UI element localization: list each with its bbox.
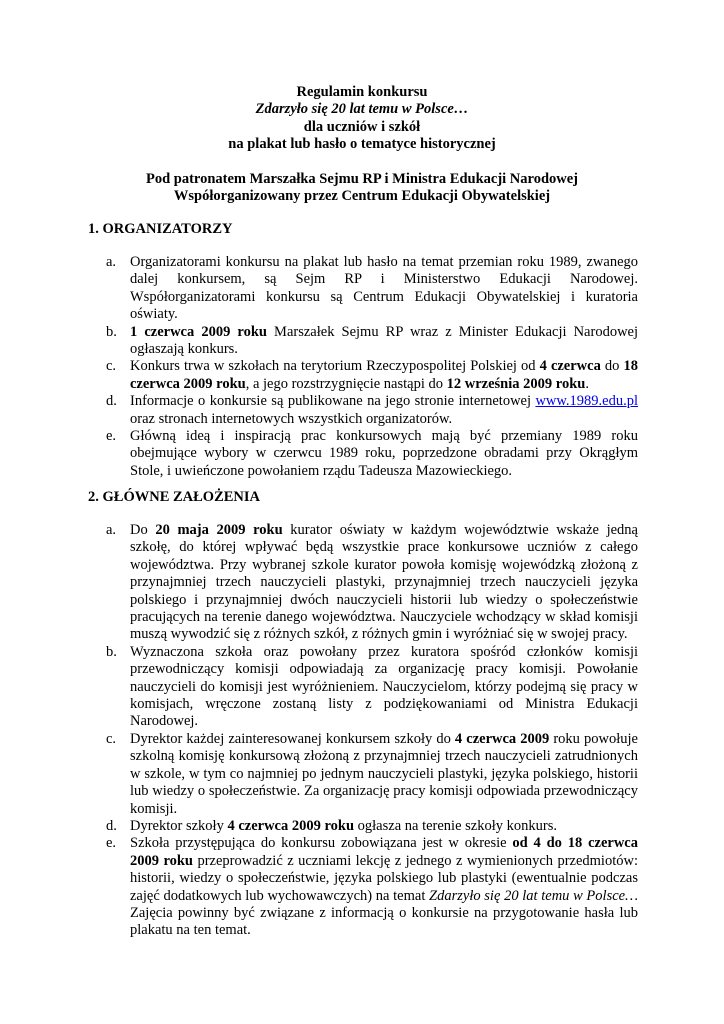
section-2-list xyxy=(88,522,638,940)
section-1-list xyxy=(88,254,638,480)
header-spacer xyxy=(60,154,664,171)
list-marker: b. xyxy=(106,643,117,660)
header-coorganizer: Współorganizowany przez Centrum Edukacji Obywatelskiej xyxy=(173,188,551,205)
date-bold: od 4 do 18 czerwca 2009 roku xyxy=(130,835,638,869)
item-text: Konkurs trwa w szkołach na terytorium Rzeczypospolitej Polskiej od xyxy=(130,358,540,375)
date-bold: 12 września 2009 roku xyxy=(446,375,586,392)
list-item xyxy=(88,818,638,835)
list-item xyxy=(88,428,638,480)
list-item xyxy=(88,644,638,731)
list-item xyxy=(88,393,638,428)
item-text: przeprowadzić z uczniami lekcję z jednego z wymienionych przedmiotów: historii, wiedzy o społeczeństwie, języka polskiego lub plastyki (ewentualnie podczas zajęć dodatkowych lub wychowawczych) na temat xyxy=(130,852,638,904)
item-text: Organizatorami konkursu na plakat lub hasło na temat przemian roku 1989, zwanego dalej konkursem, są Sejm RP i Ministerstwo Edukacji Narodowej. Współorganizatorami konkursu są Centrum Edukacji Obywatelskiej i kuratoria oświaty. xyxy=(130,254,638,323)
item-text: Zajęcia powinny być związane z informacją o konkursie na przygotowanie hasła lub plakatu na ten temat. xyxy=(130,904,638,939)
date-bold: 18 czerwca 2009 roku xyxy=(130,358,639,392)
item-text: Do xyxy=(130,522,156,538)
list-item xyxy=(88,731,638,818)
header-patronage: Pod patronatem Marszałka Sejmu RP i Ministra Edukacji Narodowej xyxy=(145,170,579,187)
date-bold: 4 czerwca 2009 roku xyxy=(227,817,355,834)
website-link[interactable]: www.1989.edu.pl xyxy=(535,393,638,410)
list-marker: d. xyxy=(106,393,117,410)
date-bold: 20 maja 2009 roku xyxy=(155,522,283,538)
list-marker: e. xyxy=(106,835,117,852)
item-text: do xyxy=(600,358,624,375)
date-bold: 4 czerwca xyxy=(539,358,601,375)
item-text: oraz stronach internetowych wszystkich organizatorów. xyxy=(130,410,453,427)
list-marker: b. xyxy=(106,323,117,340)
list-item xyxy=(88,254,638,324)
list-item xyxy=(88,522,638,644)
list-marker: d. xyxy=(106,817,117,834)
item-text: Wyznaczona szkoła oraz powołany przez kuratora spośród członków komisji przewodniczący komisji odpowiadają za organizację pracy komisji. Powołanie nauczycieli do komisji jest wyróżnieniem. Nauczycielom, którzy podejmą się pracy w komisjach, wręczone zostaną listy z podziękowaniami od Ministra Edukacji Narodowej. xyxy=(130,643,638,730)
header-title: Regulamin konkursu xyxy=(296,84,428,100)
date-bold: 1 czerwca 2009 roku xyxy=(130,323,267,340)
item-text: Marszałek Sejmu RP wraz z Minister Edukacji Narodowej ogłaszają konkurs. xyxy=(130,323,639,358)
list-marker: e. xyxy=(106,428,117,445)
item-text: Główną ideą i inspiracją prac konkursowych mają być przemiany 1989 roku obejmujące wybory w czerwcu 1989 roku, poprzedzone obradami przy Okrągłym Stole, i uwieńczone powołaniem rządu Tadeusza Mazowieckiego. xyxy=(130,428,638,479)
date-bold: 4 czerwca 2009 xyxy=(454,730,550,747)
item-text: , a jego rozstrzygnięcie nastąpi do xyxy=(245,375,447,392)
list-item xyxy=(88,324,638,359)
item-text: roku powołuje szkolną komisję konkursową złożoną z przynajmniej trzech nauczycieli zatrudnionych w szkole, w tym co najmniej po jednym nauczycieli plastyki, języka polskiego, historii lub wiedzy o społeczeństwie. Za organizację pracy komisji odpowiada przewodniczący komisji. xyxy=(130,730,638,817)
item-text: Szkoła przystępująca do konkursu zobowiązana jest w okresie xyxy=(130,835,513,852)
list-marker: a. xyxy=(106,254,117,270)
item-text: Dyrektor każdej zainteresowanej konkursem szkoły do xyxy=(130,730,455,747)
item-text: kurator oświaty w każdym województwie wskaże jedną szkołę, do której wpływać będą wszystkie prace konkursowe uczniów z całego województwa. Przy wybranej szkole kurator powoła komisję wojewódzką złożoną z przynajmniej trzech nauczycieli plastyki, przynajmniej trzech nauczycieli języka polskiego i przynajmniej dwóch nauczycieli historii lub wiedzy o społeczeństwie pracujących na terenie danego województwa. Nauczyciele wchodzący w skład komisji muszą wywodzić się z różnych szkół, z różnych gmin i wyróżniać się w swojej pracy. xyxy=(130,522,638,643)
item-text: ogłasza na terenie szkoły konkurs. xyxy=(354,817,557,834)
section-1-heading: 1. ORGANIZATORZY xyxy=(88,221,233,237)
list-marker: c. xyxy=(106,730,117,747)
item-text: . xyxy=(585,375,589,392)
header-topic: na plakat lub hasło o tematyce historycznej xyxy=(228,136,496,153)
header-audience: dla uczniów i szkół xyxy=(303,118,421,135)
section-2-heading: 2. GŁÓWNE ZAŁOŻENIA xyxy=(88,489,261,505)
contest-name-italic: Zdarzyło się 20 lat temu w Polsce… xyxy=(429,887,638,904)
item-text: Informacje o konkursie są publikowane na jego stronie internetowej xyxy=(130,393,536,410)
list-item xyxy=(88,835,638,939)
document-header xyxy=(60,84,664,205)
list-marker: c. xyxy=(106,358,117,375)
list-marker: a. xyxy=(106,522,117,538)
item-text: Dyrektor szkoły xyxy=(130,817,228,834)
header-contest-name: Zdarzyło się 20 lat temu w Polsce… xyxy=(255,101,469,118)
list-item xyxy=(88,358,638,393)
